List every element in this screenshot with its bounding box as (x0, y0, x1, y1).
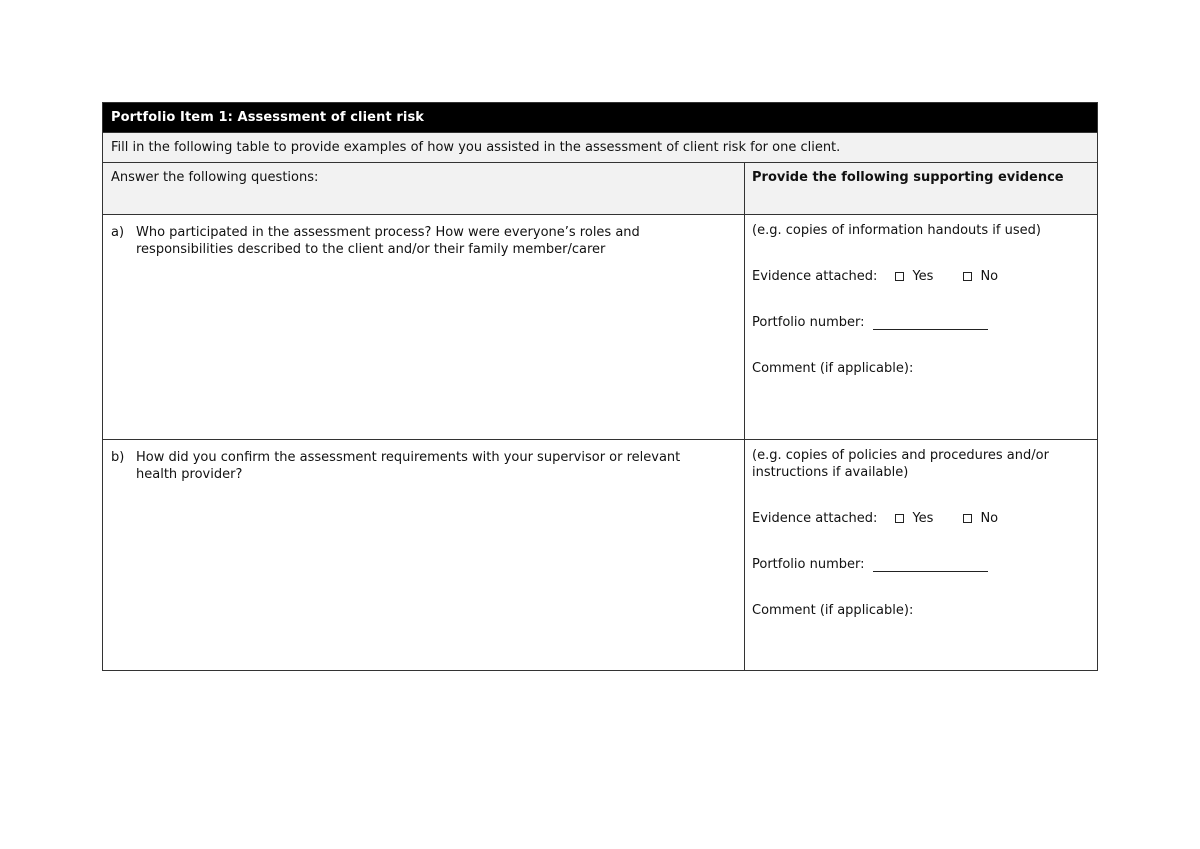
question-b (103, 440, 744, 483)
question-text: How did you confirm the assessment requirements with your supervisor or relevant health provider? (136, 450, 681, 482)
no-label: No (980, 511, 999, 526)
evidence-cell-a (745, 215, 1097, 439)
comment-label: Comment (if applicable): (752, 603, 914, 618)
no-option[interactable] (963, 510, 998, 527)
question-a (103, 215, 744, 258)
column-header-row (103, 162, 1097, 214)
portfolio-number-field[interactable] (873, 558, 988, 572)
yes-option[interactable] (895, 268, 933, 285)
evidence-hint: (e.g. copies of policies and procedures and/or instructions if available) (752, 448, 1049, 480)
no-option[interactable] (963, 268, 998, 285)
evidence-attached-label: Evidence attached: (752, 511, 878, 526)
question-letter: b) (111, 450, 125, 465)
question-text: Who participated in the assessment process? How were everyone’s roles and responsibilities described to the client and/or their family member/carer (136, 225, 640, 257)
no-label: No (980, 269, 999, 284)
evidence-attached-line (752, 268, 1077, 285)
comment-label: Comment (if applicable): (752, 361, 914, 376)
answer-cell-a[interactable] (103, 215, 745, 439)
question-row-a (103, 214, 1097, 439)
instructions-text: Fill in the following table to provide examples of how you assisted in the assessment of client risk for one client. (103, 132, 1097, 162)
portfolio-number-field[interactable] (873, 316, 988, 330)
portfolio-number-line (752, 314, 1077, 331)
table-title: Portfolio Item 1: Assessment of client risk (103, 103, 1097, 132)
evidence-cell-b (745, 440, 1097, 670)
portfolio-number-label: Portfolio number: (752, 557, 865, 572)
yes-checkbox[interactable] (895, 514, 904, 523)
answer-cell-b[interactable] (103, 440, 745, 670)
portfolio-table (102, 102, 1098, 671)
evidence-header: Provide the following supporting evidence (752, 170, 1064, 185)
comment-line (752, 602, 1077, 619)
yes-label: Yes (912, 269, 934, 284)
yes-option[interactable] (895, 510, 933, 527)
question-letter: a) (111, 225, 125, 240)
portfolio-number-line (752, 556, 1077, 573)
questions-header: Answer the following questions: (103, 163, 745, 214)
comment-line (752, 360, 1077, 377)
evidence-hint: (e.g. copies of information handouts if used) (752, 223, 1041, 238)
yes-label: Yes (912, 511, 934, 526)
evidence-attached-line (752, 510, 1077, 527)
portfolio-number-label: Portfolio number: (752, 315, 865, 330)
yes-checkbox[interactable] (895, 272, 904, 281)
no-checkbox[interactable] (963, 514, 972, 523)
no-checkbox[interactable] (963, 272, 972, 281)
question-row-b (103, 439, 1097, 670)
evidence-attached-label: Evidence attached: (752, 269, 878, 284)
